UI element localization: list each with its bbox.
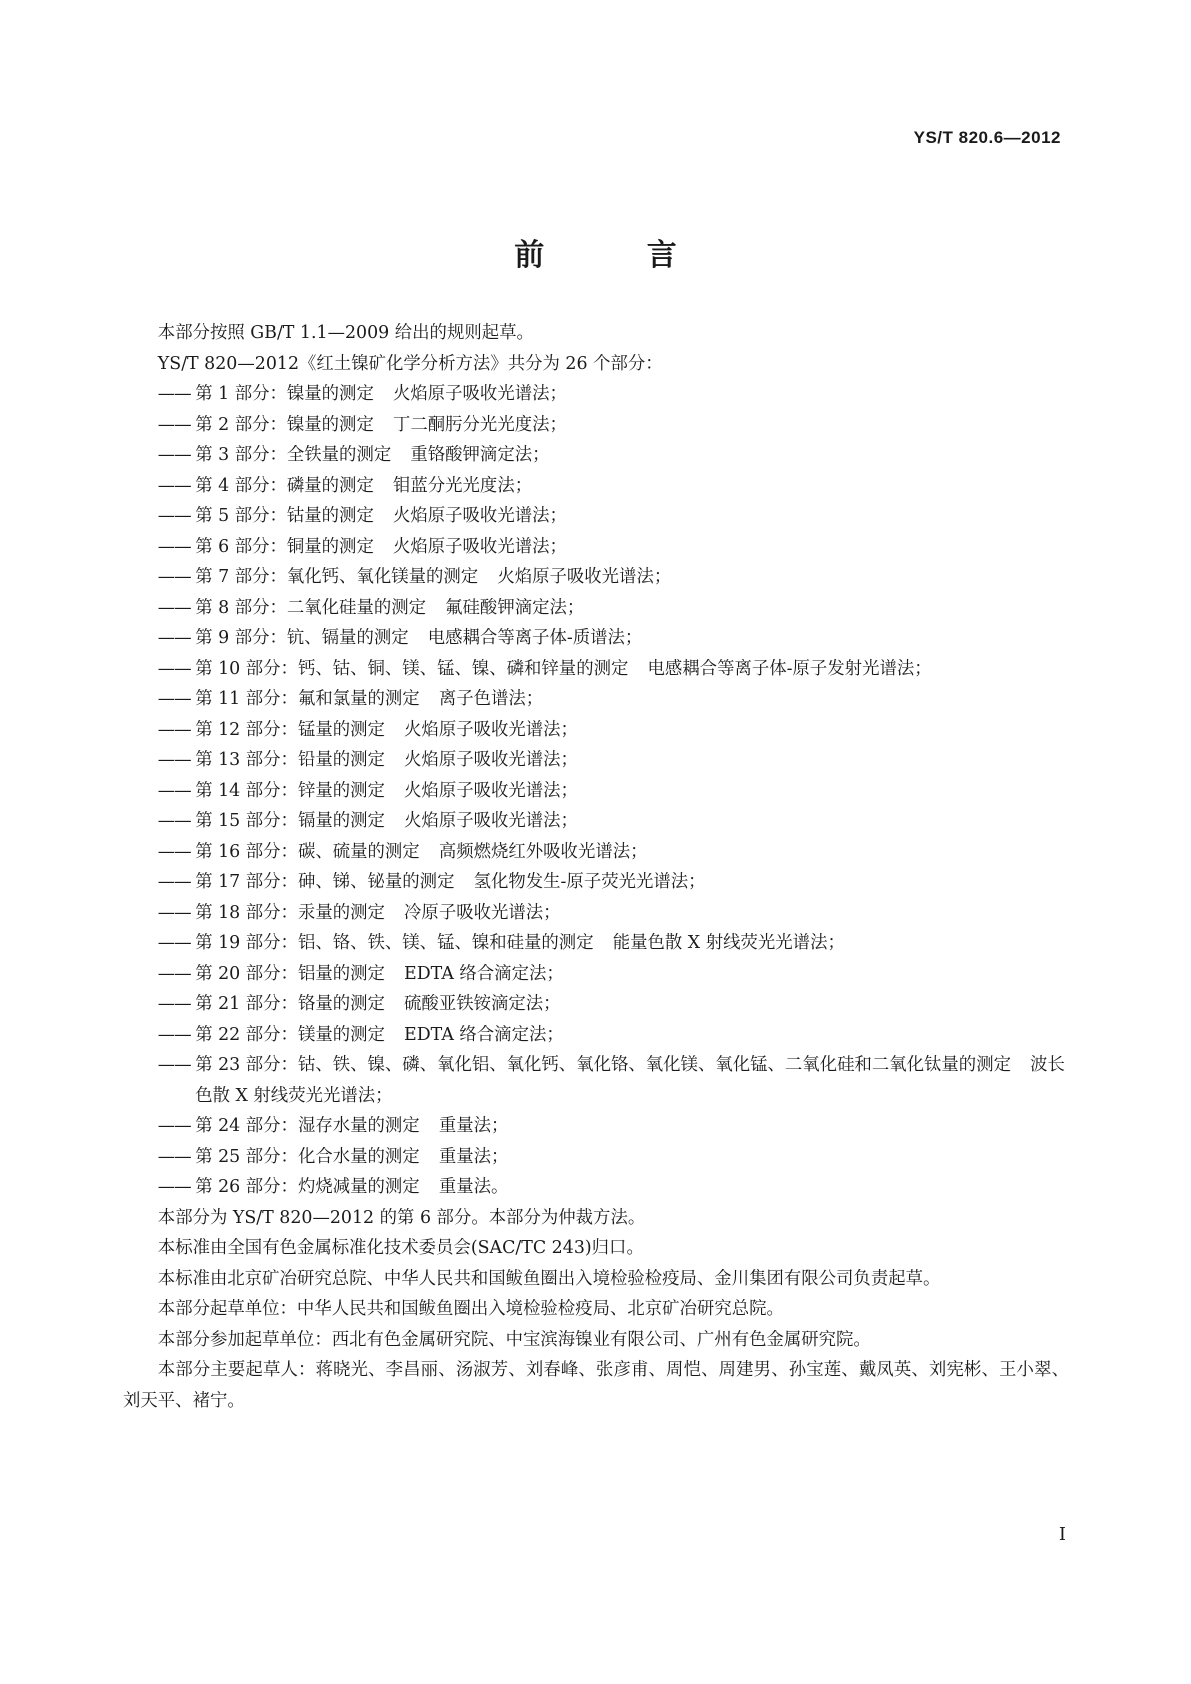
part-list-item [158,806,1069,837]
intro-paragraph-1: 本部分按照 GB/T 1.1—2009 给出的规则起草。 [157,323,534,343]
part-method: 火焰原子吸收光谱法； [392,384,567,404]
part-label: 第 3 部分：全铁量的测定 [195,445,392,465]
part-label: 第 20 部分：铝量的测定 [195,963,385,984]
part-list-item [158,989,1069,1020]
part-list-item [158,684,1069,715]
list-dash: —— [157,475,191,496]
list-dash: —— [157,811,191,831]
closing-paragraph-5: 本部分参加起草单位：西北有色金属研究院、中宝滨海镍业有限公司、广州有色金属研究院。 [157,1329,871,1350]
part-method: 火焰原子吸收光谱法； [404,811,578,831]
part-label: 第 1 部分：镍量的测定 [195,384,374,404]
part-list-item [158,1050,1069,1111]
list-dash: —— [157,872,191,892]
part-list-item [158,379,1069,410]
part-list-item [158,410,1069,441]
list-dash: —— [157,1146,191,1167]
part-label: 第 14 部分：锌量的测定 [195,780,385,801]
part-label: 第 17 部分：砷、锑、铋量的测定 [195,872,455,892]
list-dash: —— [157,902,191,923]
part-label: 第 23 部分：钴、铁、镍、磷、氧化铝、氧化钙、氧化铬、氧化镁、氧化锰、二氧化硅和二氧化钛量的测定 [195,1055,1011,1075]
part-label: 第 18 部分：汞量的测定 [195,902,385,923]
part-label: 第 7 部分：氧化钙、氧化镁量的测定 [195,567,479,587]
list-dash: —— [157,841,191,862]
part-method: 火焰原子吸收光谱法； [404,750,578,770]
intro-paragraph-2: YS/T 820—2012《红土镍矿化学分析方法》共分为 26 个部分： [157,353,663,374]
closing-paragraph-4: 本部分起草单位：中华人民共和国鲅鱼圈出入境检验检疫局、北京矿冶研究总院。 [157,1299,784,1319]
part-label: 第 13 部分：铅量的测定 [195,750,385,770]
closing-paragraph-3: 本标准由北京矿冶研究总院、中华人民共和国鲅鱼圈出入境检验检疫局、金川集团有限公司负责起草。 [157,1268,941,1289]
part-label: 第 11 部分：氟和氯量的测定 [195,689,420,709]
part-method: 重铬酸钾滴定法； [410,445,550,465]
part-method: 电感耦合等离子体-质谱法； [427,628,643,648]
page-number: I [1058,1524,1066,1545]
part-method: 波长色散 X 射线荧光光谱法； [195,1055,1065,1106]
part-method: 电感耦合等离子体-原子发射光谱法； [647,658,932,679]
part-method: 火焰原子吸收光谱法； [392,536,567,557]
list-dash: —— [157,1116,191,1136]
closing-paragraph-6: 本部分主要起草人：蒋晓光、李昌丽、汤淑芳、刘春峰、张彦甫、周恺、周建男、孙宝莲、戴凤英、刘宪彬、王小翠、刘天平、褚宁。 [123,1360,1069,1411]
part-list-item [158,501,1069,532]
page-title: 前 言 [514,238,723,273]
closing-paragraph-1: 本部分为 YS/T 820—2012 的第 6 部分。本部分为仲裁方法。 [157,1207,646,1228]
part-label: 第 19 部分：铝、铬、铁、镁、锰、镍和硅量的测定 [195,933,594,953]
part-method: 冷原子吸收光谱法； [404,902,561,923]
part-label: 第 5 部分：钴量的测定 [195,506,374,526]
list-dash: —— [157,963,191,984]
part-list-item [158,928,1069,959]
document-code: YS/T 820.6—2012 [913,128,1061,147]
list-dash: —— [157,414,191,435]
list-dash: —— [157,384,191,404]
part-list-item [158,837,1069,868]
part-method: 火焰原子吸收光谱法； [404,719,578,740]
part-method: 钼蓝分光光度法； [392,475,533,496]
part-list-item [158,1020,1069,1051]
list-dash: —— [157,719,191,740]
list-dash: —— [157,689,191,709]
part-method: 重量法。 [438,1177,509,1197]
part-method: 能量色散 X 射线荧光光谱法； [612,933,845,953]
part-method: 火焰原子吸收光谱法； [497,567,672,587]
list-dash: —— [157,597,191,618]
part-label: 第 26 部分：灼烧减量的测定 [195,1177,420,1197]
part-list-item [158,867,1069,898]
part-label: 第 2 部分：镍量的测定 [195,414,374,435]
part-list-item [158,1142,1069,1173]
part-label: 第 10 部分：钙、钴、铜、镁、锰、镍、磷和锌量的测定 [195,658,629,679]
list-dash: —— [157,536,191,557]
part-method: 重量法； [438,1146,509,1167]
part-list-item [158,562,1069,593]
part-method: 火焰原子吸收光谱法； [392,506,567,526]
list-dash: —— [157,445,191,465]
part-method: EDTA 络合滴定法； [404,963,564,984]
part-list-item [158,1172,1069,1203]
part-method: 火焰原子吸收光谱法； [404,780,578,801]
part-list-item [158,623,1069,654]
list-dash: —— [157,506,191,526]
part-method: 丁二酮肟分光光度法； [392,414,567,435]
part-label: 第 12 部分：锰量的测定 [195,719,385,740]
part-list-item [158,1111,1069,1142]
part-label: 第 6 部分：铜量的测定 [195,536,374,557]
part-label: 第 15 部分：镉量的测定 [195,811,385,831]
part-list-item [158,532,1069,563]
part-method: 氟硅酸钾滴定法； [445,597,585,618]
part-list-item [158,898,1069,929]
part-label: 第 16 部分：碳、硫量的测定 [195,841,420,862]
part-list-item [158,654,1069,685]
list-dash: —— [157,780,191,801]
list-dash: —— [157,567,191,587]
part-list-item [158,715,1069,746]
part-method: 重量法； [438,1116,509,1136]
part-label: 第 24 部分：湿存水量的测定 [195,1116,420,1136]
part-label: 第 8 部分：二氧化硅量的测定 [195,597,427,618]
part-label: 第 22 部分：镁量的测定 [195,1024,385,1045]
parts-list [123,379,1069,1203]
part-list-item [158,959,1069,990]
part-method: 硫酸亚铁铵滴定法； [404,994,561,1014]
list-dash: —— [157,628,191,648]
part-list-item [158,745,1069,776]
list-dash: —— [157,1024,191,1045]
closing-paragraph-2: 本标准由全国有色金属标准化技术委员会(SAC/TC 243)归口。 [157,1238,644,1258]
part-label: 第 21 部分：铬量的测定 [195,994,385,1014]
list-dash: —— [157,750,191,770]
list-dash: —— [157,933,191,953]
list-dash: —— [157,1055,191,1075]
part-list-item [158,471,1069,502]
list-dash: —— [157,1177,191,1197]
part-label: 第 9 部分：钪、镉量的测定 [195,628,409,648]
part-method: 高频燃烧红外吸收光谱法； [438,841,648,862]
list-dash: —— [157,994,191,1014]
list-dash: —— [157,658,191,679]
part-list-item [158,593,1069,624]
part-method: 氢化物发生-原子荧光光谱法； [473,872,706,892]
part-list-item [158,440,1069,471]
part-method: EDTA 络合滴定法； [404,1024,564,1045]
part-method: 离子色谱法； [438,689,544,709]
part-label: 第 25 部分：化合水量的测定 [195,1146,420,1167]
part-list-item [158,776,1069,807]
foreword-body [123,318,1069,1416]
part-label: 第 4 部分：磷量的测定 [195,475,374,496]
